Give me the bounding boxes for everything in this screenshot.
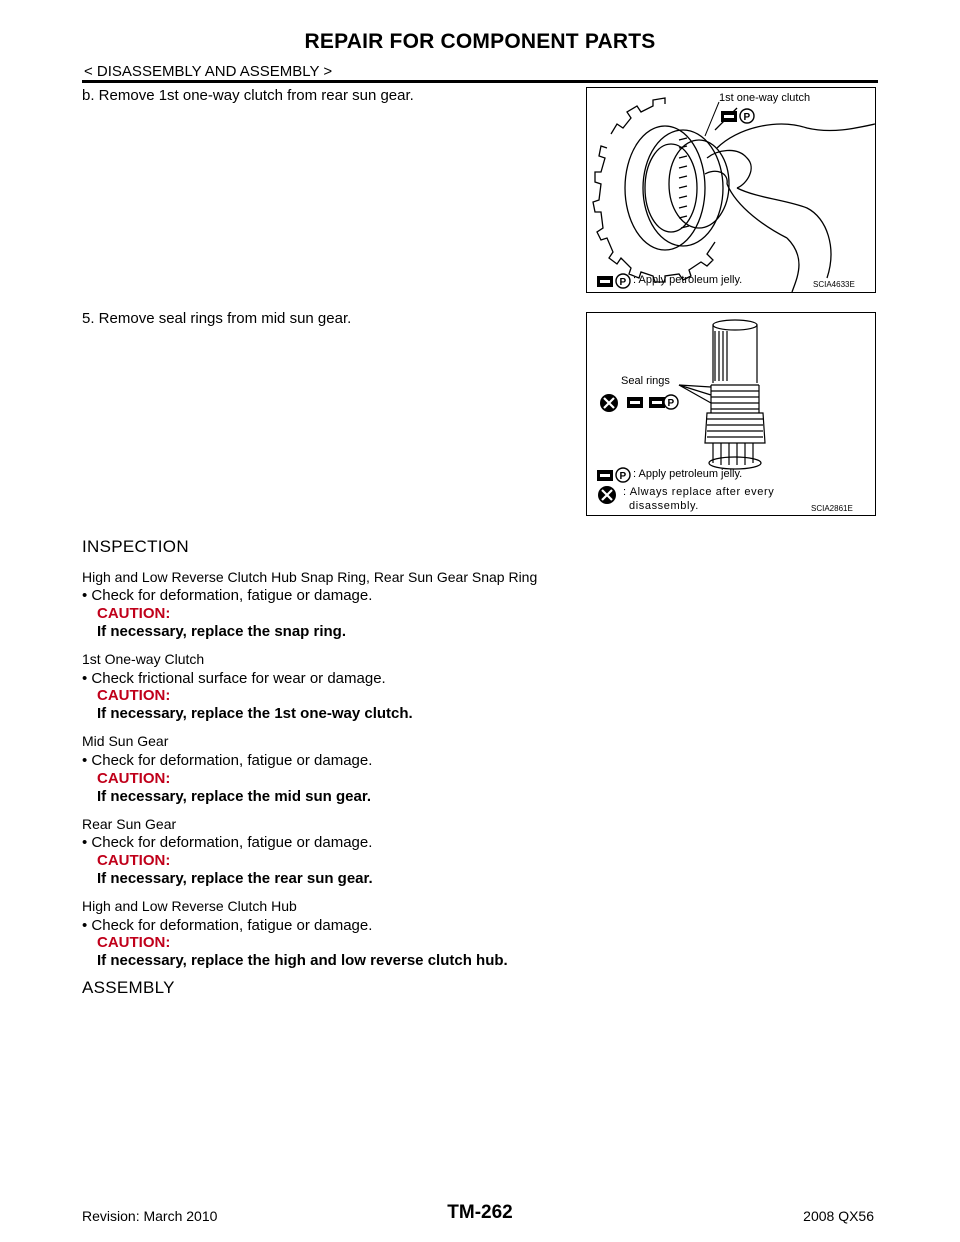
petroleum-jelly-icon	[627, 395, 678, 409]
legend-replace-icon	[598, 486, 616, 504]
inspection-item-title: 1st One-way Clutch	[82, 651, 205, 667]
inspection-item-check: • Check frictional surface for wear or damage.	[82, 670, 386, 687]
legend-petroleum-jelly-icon	[597, 468, 630, 482]
figure2-legend-replace: : Always replace after every	[623, 486, 775, 498]
svg-text:P: P	[619, 471, 627, 482]
page-title: REPAIR FOR COMPONENT PARTS	[304, 30, 656, 53]
caution-label: CAUTION:	[97, 687, 171, 704]
figure1-legend: : Apply petroleum jelly.	[633, 274, 743, 286]
inspection-item-title: High and Low Reverse Clutch Hub Snap Ring, Rear Sun Gear Snap Ring	[82, 569, 538, 585]
caution-label: CAUTION:	[97, 934, 171, 951]
inspection-item-check: • Check for deformation, fatigue or damage.	[82, 834, 373, 851]
inspection-item-check: • Check for deformation, fatigue or damage.	[82, 917, 373, 934]
caution-text: If necessary, replace the rear sun gear.	[97, 870, 373, 887]
step-5-text: 5. Remove seal rings from mid sun gear.	[82, 310, 352, 327]
petroleum-jelly-icon	[721, 109, 754, 123]
inspection-item-title: Mid Sun Gear	[82, 733, 169, 749]
figure2-code: SCIA2861E	[811, 504, 853, 513]
replace-part-icon	[600, 394, 618, 412]
legend-petroleum-jelly-icon	[597, 274, 630, 288]
breadcrumb: < DISASSEMBLY AND ASSEMBLY >	[84, 63, 333, 80]
caution-text: If necessary, replace the snap ring.	[97, 623, 346, 640]
footer-model: 2008 QX56	[803, 1208, 874, 1224]
figure2-legend-replace-cont: disassembly.	[629, 500, 699, 512]
footer-page-number: TM-262	[447, 1202, 513, 1223]
one-way-clutch-illustration	[587, 88, 875, 292]
figure2-legend-jelly: : Apply petroleum jelly.	[633, 468, 743, 480]
svg-text:P: P	[619, 277, 627, 288]
caution-label: CAUTION:	[97, 770, 171, 787]
inspection-item-check: • Check for deformation, fatigue or damage.	[82, 587, 373, 604]
caution-text: If necessary, replace the mid sun gear.	[97, 788, 372, 805]
caution-label: CAUTION:	[97, 852, 171, 869]
figure-one-way-clutch	[586, 87, 876, 293]
seal-rings-illustration	[587, 313, 875, 515]
figure1-callout: 1st one-way clutch	[719, 92, 811, 104]
svg-text:P: P	[667, 398, 675, 409]
assembly-heading: ASSEMBLY	[82, 978, 175, 997]
inspection-item-title: High and Low Reverse Clutch Hub	[82, 898, 297, 914]
header-divider	[82, 80, 878, 83]
svg-text:P: P	[743, 112, 751, 123]
caution-text: If necessary, replace the 1st one-way clutch.	[97, 705, 413, 722]
figure1-code: SCIA4633E	[813, 280, 855, 289]
figure-seal-rings	[586, 312, 876, 516]
caution-label: CAUTION:	[97, 605, 171, 622]
inspection-item-check: • Check for deformation, fatigue or damage.	[82, 752, 373, 769]
caution-text: If necessary, replace the high and low reverse clutch hub.	[97, 952, 508, 969]
footer-revision: Revision: March 2010	[82, 1208, 218, 1224]
figure2-callout: Seal rings	[621, 375, 670, 387]
inspection-heading: INSPECTION	[82, 537, 189, 556]
step-b-text: b. Remove 1st one-way clutch from rear sun gear.	[82, 87, 414, 104]
inspection-item-title: Rear Sun Gear	[82, 816, 177, 832]
